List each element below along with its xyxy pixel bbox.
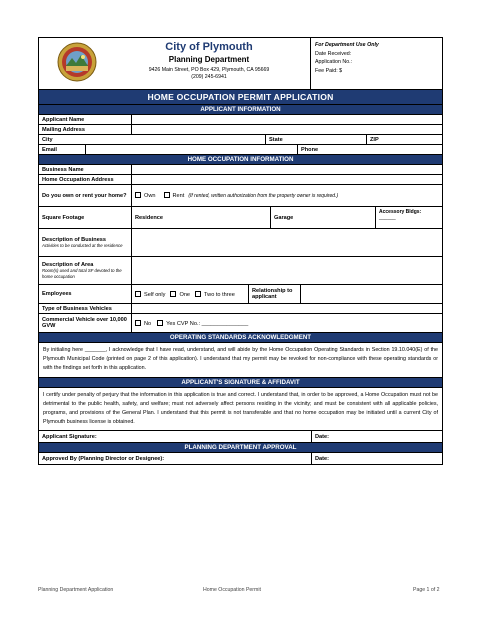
state-field[interactable]	[265, 135, 366, 144]
description-area-row	[39, 256, 442, 284]
description-business-label: Description of Business	[42, 236, 107, 243]
no-checkbox[interactable]	[135, 320, 141, 326]
approval-date-field[interactable]	[311, 453, 442, 464]
form-header	[39, 38, 442, 90]
description-business-row	[39, 228, 442, 256]
description-area-label-cell	[39, 257, 131, 284]
standards-section-header: OPERATING STANDARDS ACKNOWLEDGMENT	[39, 332, 442, 342]
self-only-option[interactable]	[135, 291, 165, 298]
own-rent-options	[131, 185, 442, 206]
city-label: City	[42, 136, 53, 143]
vehicle-type-input[interactable]	[131, 304, 442, 313]
state-label: State	[269, 136, 283, 143]
city-heading	[109, 41, 309, 80]
rent-label: Rent	[172, 193, 185, 199]
fee-paid-field[interactable]: Fee Paid: $	[315, 67, 343, 74]
square-footage-label: Square Footage	[42, 214, 85, 221]
no-option[interactable]	[135, 320, 151, 327]
employees-row	[39, 284, 442, 303]
standards-text: By initialing here _______, I acknowledge that I have read, understand, and will abide by the Home Occupation Operating Standards in Section 19.10.040(E) of the Plymouth Municipal Code (printed on page 2 of this application). I understand that my permit may be revoked for non-compliance with these operating standards or with the findings set forth in this application.	[39, 342, 442, 377]
footer-page-number: Page 1 of 2	[413, 587, 440, 593]
occupation-address-label: Home Occupation Address	[42, 176, 114, 183]
footer-center: Home Occupation Permit	[203, 587, 261, 593]
yes-checkbox[interactable]	[157, 320, 163, 326]
two-three-option[interactable]	[195, 291, 235, 298]
zip-field[interactable]	[366, 135, 442, 144]
employees-options	[131, 285, 248, 303]
city-name: City of Plymouth	[165, 41, 253, 53]
one-option[interactable]	[170, 291, 190, 298]
phone-field[interactable]	[297, 145, 442, 154]
vehicle-type-label: Type of Business Vehicles	[42, 305, 112, 312]
affidavit-section-header: APPLICANT'S SIGNATURE & AFFIDAVIT	[39, 377, 442, 387]
business-name-input[interactable]	[131, 165, 442, 174]
relationship-label: Relationship to applicant	[248, 285, 300, 303]
commercial-vehicle-row	[39, 313, 442, 332]
applicant-name-input[interactable]	[131, 115, 442, 124]
own-rent-row	[39, 184, 442, 206]
employees-label: Employees	[42, 291, 72, 297]
approval-section-header: PLANNING DEPARTMENT APPROVAL	[39, 442, 442, 452]
one-label: One	[179, 291, 191, 298]
self-only-label: Self only	[144, 291, 166, 298]
permit-form	[38, 37, 443, 465]
yes-option[interactable]	[157, 320, 248, 327]
zip-label: ZIP	[370, 136, 379, 143]
square-footage-row	[39, 206, 442, 228]
business-name-label: Business Name	[42, 166, 84, 173]
mailing-address-label: Mailing Address	[42, 126, 85, 133]
mailing-address-input[interactable]	[131, 125, 442, 134]
occupation-address-row	[39, 174, 442, 184]
garage-label: Garage	[274, 214, 294, 221]
approval-row	[39, 452, 442, 464]
applicant-name-row	[39, 114, 442, 124]
approved-by-label: Approved By (Planning Director or Designee):	[42, 455, 165, 462]
accessory-field[interactable]	[375, 207, 442, 228]
email-phone-row	[39, 144, 442, 154]
form-title: HOME OCCUPATION PERMIT APPLICATION	[39, 90, 442, 104]
relationship-input[interactable]	[300, 285, 442, 303]
department-phone: (209) 245-6941	[191, 74, 227, 80]
approval-date-label: Date:	[315, 455, 329, 462]
applicant-signature-field[interactable]	[39, 431, 311, 442]
applicant-section-header: APPLICANT INFORMATION	[39, 104, 442, 114]
residence-label: Residence	[135, 214, 163, 221]
own-option[interactable]	[135, 192, 156, 199]
applicant-name-label: Applicant Name	[42, 116, 85, 123]
mailing-address-row	[39, 124, 442, 134]
email-input[interactable]	[85, 145, 297, 154]
occupation-section-header: HOME OCCUPATION INFORMATION	[39, 154, 442, 164]
accessory-line: ______	[379, 215, 396, 221]
self-only-checkbox[interactable]	[135, 291, 141, 297]
one-checkbox[interactable]	[170, 291, 176, 297]
rent-option[interactable]	[164, 192, 185, 199]
garage-field[interactable]	[270, 207, 375, 228]
occupation-address-input[interactable]	[131, 175, 442, 184]
two-three-label: Two to three	[204, 291, 235, 298]
description-business-input[interactable]	[131, 229, 442, 256]
signature-date-field[interactable]	[311, 431, 442, 442]
commercial-vehicle-options	[131, 314, 442, 332]
yes-cvp-label: Yes CVP No.: _______________	[166, 320, 249, 327]
footer-left: Planning Department Application	[38, 587, 114, 593]
description-area-label: Description of Area	[42, 261, 94, 268]
application-no-field[interactable]: Application No.:	[315, 59, 353, 65]
rent-note: (If rented, written authorization from the property owner is required.)	[188, 192, 339, 199]
own-checkbox[interactable]	[135, 192, 141, 198]
commercial-vehicle-label: Commercial Vehicle over 10,000 GVW	[42, 317, 127, 329]
description-business-label-cell	[39, 229, 131, 256]
residence-field[interactable]	[131, 207, 270, 228]
city-block	[39, 38, 311, 89]
approved-by-field[interactable]	[39, 453, 311, 464]
email-label: Email	[42, 146, 57, 153]
city-field[interactable]	[39, 135, 265, 144]
date-received-field[interactable]: Date Received:	[315, 50, 352, 57]
rent-checkbox[interactable]	[164, 192, 170, 198]
department-name: Planning Department	[168, 55, 250, 64]
own-label: Own	[144, 193, 156, 199]
own-rent-label: Do you own or rent your home?	[42, 192, 127, 199]
office-use-block	[311, 38, 442, 89]
description-area-hint: Room(s) used and total SF devoted to the home occupation	[42, 267, 122, 279]
department-address: 9426 Main Street, PO Box 429, Plymouth, CA 95669	[148, 67, 270, 73]
city-seal-logo	[57, 42, 97, 82]
affidavit-text: I certify under penalty of perjury that the information in this application is true and correct. I understand that, in order to be approved, a Home Occupation must not be detrimental to the public health, safety, and welfare; must not adversely affect persons residing in the vicinity; and must be consistent with all applicable policies, programs, and provisions of the General Plan. I understand that this permit is not transferable and that no home occupation may be initiated until a current City of Plymouth business license is obtained.	[39, 387, 442, 431]
phone-label: Phone	[301, 146, 319, 153]
no-label: No	[144, 320, 152, 327]
vehicle-type-row	[39, 303, 442, 313]
accessory-label: Accessory Bldgs:	[379, 209, 422, 215]
signature-row	[39, 430, 442, 442]
city-state-zip-row	[39, 134, 442, 144]
office-use-title: For Department Use Only	[315, 42, 379, 48]
business-name-row	[39, 164, 442, 174]
description-business-hint: Activities to be conducted at the residence	[42, 242, 123, 248]
signature-date-label: Date:	[315, 433, 329, 440]
two-three-checkbox[interactable]	[195, 291, 201, 297]
description-area-input[interactable]	[131, 257, 442, 284]
applicant-signature-label: Applicant Signature:	[42, 433, 97, 440]
